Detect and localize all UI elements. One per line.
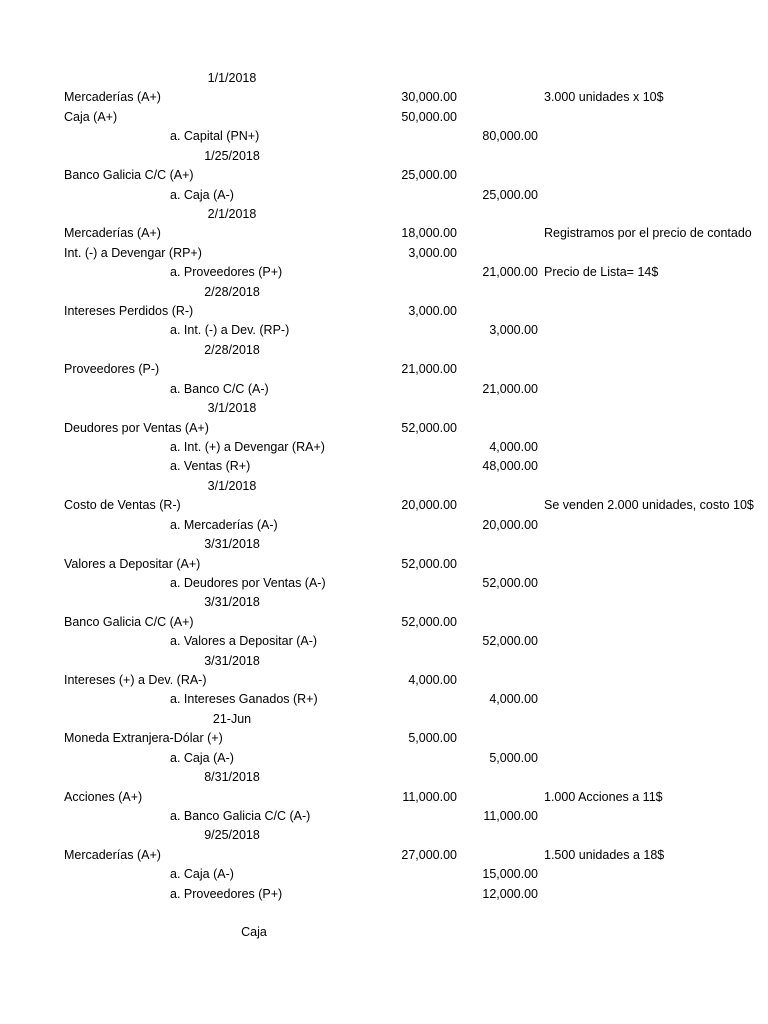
debit-account: Banco Galicia C/C (A+): [64, 614, 194, 629]
entry-date-row: [0, 768, 768, 787]
debit-amount: 30,000.00: [401, 90, 457, 105]
debit-account: Moneda Extranjera-Dólar (+): [64, 731, 223, 746]
debit-account: Caja (A+): [64, 109, 118, 124]
credit-account: a. Banco C/C (A-): [170, 381, 269, 396]
journal-line: [0, 632, 768, 651]
entry-date-row: [0, 283, 768, 302]
entry-note: Se venden 2.000 unidades, costo 10$: [544, 498, 754, 513]
debit-account: Int. (-) a Devengar (RP+): [64, 245, 202, 260]
credit-amount: 11,000.00: [483, 808, 538, 823]
debit-amount: 11,000.00: [402, 789, 457, 804]
debit-account: Intereses Perdidos (R-): [64, 304, 194, 319]
debit-amount: 52,000.00: [401, 420, 457, 435]
entry-date: 3/31/2018: [204, 595, 260, 610]
credit-account: a. Caja (A-): [170, 750, 234, 765]
entry-date: 21-Jun: [212, 711, 252, 726]
debit-account: Proveedores (P-): [64, 362, 160, 377]
credit-amount: 4,000.00: [489, 692, 538, 707]
journal-line: [0, 749, 768, 768]
entry-date: 3/1/2018: [207, 478, 257, 493]
entry-date-row: [0, 341, 768, 360]
journal-line: [0, 360, 768, 379]
credit-amount: 15,000.00: [482, 867, 538, 882]
entry-date: 3/1/2018: [207, 401, 257, 416]
debit-amount: 18,000.00: [401, 226, 457, 241]
entry-date-row: [0, 593, 768, 612]
debit-amount: 20,000.00: [401, 498, 457, 513]
debit-account: Costo de Ventas (R-): [64, 498, 181, 513]
journal-line: [0, 807, 768, 826]
entry-date: 9/25/2018: [204, 828, 260, 843]
entry-date-row: [0, 652, 768, 671]
journal-line: [0, 380, 768, 399]
credit-account: a. Int. (+) a Devengar (RA+): [170, 439, 325, 454]
entry-date: 1/25/2018: [204, 148, 260, 163]
journal-line: [0, 788, 768, 807]
credit-amount: 52,000.00: [482, 634, 538, 649]
debit-amount: 4,000.00: [408, 673, 457, 688]
credit-amount: 21,000.00: [482, 265, 538, 280]
journal-line: [0, 885, 768, 904]
credit-amount: 12,000.00: [482, 886, 538, 901]
entry-date: 3/31/2018: [204, 653, 260, 668]
debit-amount: 27,000.00: [401, 847, 457, 862]
entry-date: 2/28/2018: [204, 342, 260, 357]
credit-amount: 3,000.00: [489, 323, 538, 338]
debit-amount: 3,000.00: [408, 245, 457, 260]
entry-date-row: [0, 147, 768, 166]
journal-line: [0, 690, 768, 709]
journal-line: [0, 321, 768, 340]
debit-account: Mercaderías (A+): [64, 847, 161, 862]
journal-line: [0, 496, 768, 515]
entry-date: 2/28/2018: [204, 284, 260, 299]
credit-amount: 80,000.00: [482, 129, 538, 144]
entry-date-row: [0, 710, 768, 729]
entry-note: Precio de Lista= 14$: [544, 265, 659, 280]
journal-line: [0, 108, 768, 127]
journal-line: [0, 419, 768, 438]
credit-account: a. Proveedores (P+): [170, 886, 283, 901]
entry-note: 1.000 Acciones a 11$: [544, 789, 663, 804]
credit-amount: 48,000.00: [482, 459, 538, 474]
entry-date-row: [0, 826, 768, 845]
debit-amount: 21,000.00: [401, 362, 457, 377]
debit-amount: 52,000.00: [401, 614, 457, 629]
journal-line: [0, 263, 768, 282]
entry-date-row: [0, 205, 768, 224]
debit-amount: 52,000.00: [401, 556, 457, 571]
credit-amount: 5,000.00: [489, 750, 538, 765]
credit-account: a. Intereses Ganados (R+): [170, 692, 318, 707]
credit-account: a. Valores a Depositar (A-): [170, 634, 318, 649]
journal-line: [0, 302, 768, 321]
entry-note: Registramos por el precio de contado: [544, 226, 752, 241]
journal-line: [0, 166, 768, 185]
credit-account: a. Ventas (R+): [170, 459, 251, 474]
debit-account: Valores a Depositar (A+): [64, 556, 201, 571]
entry-date-row: [0, 69, 768, 88]
debit-amount: 50,000.00: [401, 109, 457, 124]
journal-line: [0, 574, 768, 593]
entry-date-row: [0, 399, 768, 418]
debit-account: Mercaderías (A+): [64, 90, 161, 105]
credit-amount: 52,000.00: [482, 575, 538, 590]
journal-line: [0, 865, 768, 884]
debit-amount: 5,000.00: [408, 731, 457, 746]
journal-line: [0, 457, 768, 476]
debit-account: Banco Galicia C/C (A+): [64, 168, 194, 183]
ledger-title-row: [0, 923, 768, 942]
journal-line: [0, 846, 768, 865]
credit-account: a. Int. (-) a Dev. (RP-): [170, 323, 290, 338]
debit-account: Intereses (+) a Dev. (RA-): [64, 673, 207, 688]
debit-account: Mercaderías (A+): [64, 226, 161, 241]
credit-account: a. Deudores por Ventas (A-): [170, 575, 326, 590]
entry-note: 3.000 unidades x 10$: [544, 90, 664, 105]
journal-line: [0, 729, 768, 748]
journal-line: [0, 244, 768, 263]
entry-note: 1.500 unidades a 18$: [544, 847, 665, 862]
credit-account: a. Capital (PN+): [170, 129, 260, 144]
journal-line: [0, 555, 768, 574]
credit-account: a. Banco Galicia C/C (A-): [170, 808, 311, 823]
journal-line: [0, 516, 768, 535]
entry-date: 3/31/2018: [204, 537, 260, 552]
journal-line: [0, 88, 768, 107]
debit-amount: 3,000.00: [408, 304, 457, 319]
credit-amount: 21,000.00: [482, 381, 538, 396]
credit-account: a. Proveedores (P+): [170, 265, 283, 280]
entry-date: 1/1/2018: [207, 71, 257, 85]
debit-amount: 25,000.00: [401, 168, 457, 183]
entry-date: 8/31/2018: [204, 770, 260, 785]
credit-amount: 20,000.00: [482, 517, 538, 532]
entry-date-row: [0, 477, 768, 496]
credit-account: a. Caja (A-): [170, 187, 234, 202]
credit-account: a. Caja (A-): [170, 867, 234, 882]
journal-line: [0, 438, 768, 457]
journal-line: [0, 224, 768, 243]
entry-date-row: [0, 535, 768, 554]
debit-account: Acciones (A+): [64, 789, 143, 804]
journal-line: [0, 671, 768, 690]
ledger-title: Caja: [241, 925, 267, 940]
debit-account: Deudores por Ventas (A+): [64, 420, 209, 435]
credit-amount: 25,000.00: [482, 187, 538, 202]
credit-account: a. Mercaderías (A-): [170, 517, 278, 532]
journal-line: [0, 186, 768, 205]
credit-amount: 4,000.00: [489, 439, 538, 454]
journal-line: [0, 613, 768, 632]
entry-date: 2/1/2018: [207, 206, 257, 221]
journal-line: [0, 127, 768, 146]
